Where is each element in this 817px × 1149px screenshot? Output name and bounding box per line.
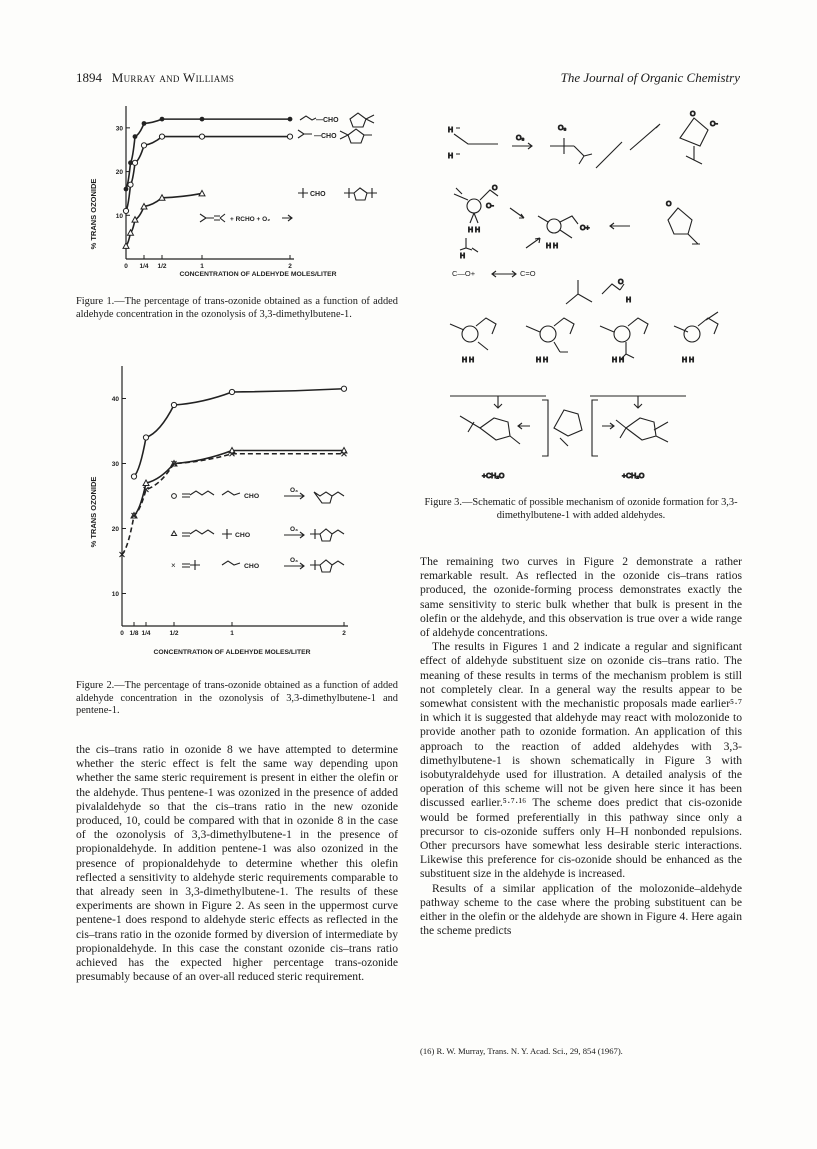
x-tick-label: 1/2	[157, 263, 167, 270]
svg-text:×: ×	[171, 561, 176, 570]
figure-3-caption-label: Figure 3.	[424, 497, 462, 508]
data-point	[199, 134, 204, 139]
ozonide-ring-icon	[340, 129, 372, 143]
legend-2-o3-2: O₃	[290, 526, 299, 533]
data-point	[131, 474, 136, 479]
figure-3-caption	[420, 497, 742, 522]
authors: Murray and Williams	[111, 70, 235, 85]
scheme-row-1	[448, 111, 718, 168]
figure-2-caption-label: Figure 2.	[76, 680, 115, 691]
ozonide-ring-icon	[314, 492, 344, 503]
scheme-row-3	[450, 279, 718, 364]
data-point	[133, 134, 138, 139]
legend-label-2: —CHO	[314, 133, 337, 140]
x-tick-label: 0	[124, 263, 128, 270]
x-tick-label: 1/4	[141, 630, 151, 637]
data-point	[341, 386, 346, 391]
journal-title: The Journal of Organic Chemistry	[560, 70, 740, 85]
series-line-1	[134, 389, 344, 477]
svg-text:O+: O+	[580, 225, 590, 232]
svg-text:O: O	[690, 111, 696, 118]
legend-2-label-3: CHO	[244, 563, 260, 570]
x-tick-label: 2	[288, 263, 292, 270]
legend-label-1: —CHO	[316, 117, 339, 124]
figure-1-xlabel: CONCENTRATION OF ALDEHYDE MOLES/LITER	[179, 271, 337, 278]
data-point	[229, 389, 234, 394]
figure-1-chart	[82, 96, 402, 291]
svg-text:H H: H H	[462, 357, 475, 364]
y-tick-label: 30	[111, 461, 119, 468]
series-line-3	[122, 454, 344, 555]
svg-text:C=O: C=O	[520, 269, 536, 278]
svg-text:O: O	[492, 185, 498, 192]
data-point	[124, 187, 129, 192]
svg-text:O-: O-	[486, 203, 494, 210]
svg-text:H H: H H	[682, 357, 695, 364]
figure-3-scheme	[430, 98, 740, 488]
left-column-body	[76, 743, 398, 984]
svg-text:H H: H H	[612, 357, 625, 364]
series-line-2	[134, 451, 344, 516]
x-tick-label: 0	[120, 630, 124, 637]
data-point	[287, 134, 292, 139]
svg-text:C—O+: C—O+	[452, 269, 476, 278]
y-tick-label: 30	[115, 125, 123, 133]
figure-2-xlabel: CONCENTRATION OF ALDEHYDE MOLES/LITER	[153, 649, 311, 656]
right-column-body	[420, 555, 742, 938]
series-line-1	[126, 119, 290, 189]
svg-text:H: H	[448, 153, 454, 160]
page-number: 1894	[76, 70, 102, 85]
svg-text:H H: H H	[468, 227, 481, 234]
scheme-label-2: +CH₂O	[622, 473, 645, 480]
figure-1-scheme-label: + RCHO + O₂	[230, 216, 271, 223]
legend-2-o3-3: O₃	[290, 557, 299, 564]
ozonide-ring-icon	[310, 529, 344, 541]
data-point	[132, 160, 137, 165]
svg-text:H H: H H	[546, 243, 559, 250]
y-tick-label: 10	[111, 591, 119, 598]
figure-2-caption-text: —The percentage of trans-ozonide obtained as a function of added aldehyde concentration in the ozonolysis of 3,3-dimethylbutene-1 and pentene-1.	[76, 680, 398, 717]
x-tick-label: 1/2	[169, 630, 179, 637]
svg-text:O: O	[666, 201, 672, 208]
figure-1-legend	[200, 113, 377, 223]
figure-2-legend	[171, 487, 344, 572]
svg-text:H: H	[460, 253, 466, 260]
data-point	[288, 117, 293, 122]
header-left	[76, 70, 234, 86]
x-tick-label: 1	[200, 263, 204, 270]
scheme-row-2	[454, 185, 700, 260]
legend-2-label-1: CHO	[244, 493, 260, 500]
figure-2-ylabel: % TRANS OZONIDE	[89, 476, 98, 548]
legend-isobutyraldehyde	[298, 129, 372, 143]
data-point	[142, 121, 147, 126]
data-point	[128, 182, 133, 187]
figure-1-caption-label: Figure 1.	[76, 296, 115, 307]
legend-row-cross	[171, 557, 344, 572]
x-tick-label: 1/4	[139, 263, 149, 270]
legend-propionaldehyde	[300, 113, 374, 127]
x-tick-label: 1	[230, 630, 234, 637]
svg-text:O₃: O₃	[558, 125, 567, 132]
series-line-2	[126, 137, 290, 211]
svg-text:H H: H H	[536, 357, 549, 364]
svg-text:O-: O-	[710, 121, 718, 128]
scheme-resonance	[452, 269, 536, 278]
data-point	[123, 208, 128, 213]
figure-1-caption-text: —The percentage of trans-ozonide obtained as a function of added aldehyde concentration in the ozonolysis of 3,3-dimethylbutene-1.	[76, 296, 398, 320]
figure-1-ylabel: % TRANS OZONIDE	[89, 178, 98, 250]
y-tick-label: 10	[115, 212, 123, 220]
figure-2-chart	[82, 362, 402, 662]
y-tick-label: 40	[111, 396, 119, 403]
legend-label-3: CHO	[310, 191, 326, 198]
right-paragraph-2: The results in Figures 1 and 2 indicate a regular and significant effect of aldehyde substituent size on ozonide cis–trans ratio. The meaning of these results in terms of the mechanism problem is still not completely clear. In a general way the results appear to be somewhat consistent with the mechanistic proposals made earlier⁵·⁷ in which it is suggested that aldehyde may react with molozonide to provide another path to ozonide formation. An application of this approach to the reaction of added aldehydes with 3,3-dimethylbutene-1 is shown schematically in Figure 3 with isobutyraldehyde used for illustration. A detailed analysis of the operation of this scheme will not be given here since it has been discussed earlier.⁵·⁷·¹⁶ The scheme does predict that cis-ozonide would be formed preferentially in this pathway since only a precursor to cis-ozonide suffers only H–H nonbonded repulsions. Other precursors have somewhat less desirable steric interactions. Likewise this preference for cis-ozonide should be enhanced as the substituent size in the aldehyde is increased.	[420, 640, 742, 881]
figure-3-caption-text: —Schematic of possible mechanism of ozonide formation for 3,3-dimethylbutene-1 with added aldehydes.	[461, 497, 738, 521]
svg-text:O₃: O₃	[516, 135, 525, 142]
data-point	[200, 117, 205, 122]
x-tick-label: 1/8	[129, 630, 139, 637]
ozonide-ring-icon	[350, 113, 374, 127]
legend-2-label-2: CHO	[235, 532, 251, 539]
legend-row-triangle	[171, 526, 344, 541]
data-point	[171, 402, 176, 407]
running-header	[76, 70, 740, 86]
data-point	[141, 143, 146, 148]
right-paragraph-1: The remaining two curves in Figure 2 demonstrate a rather remarkable result. As reflected in the ozonide cis–trans ratios produced, the ozonide-forming process demonstrates exactly the same sensitivity to steric bulk whether that bulk is present in the olefin or the aldehyde, and this observation is true over a wide range of aldehyde concentrations.	[420, 555, 742, 640]
data-point	[160, 117, 165, 122]
x-tick-label: 2	[342, 630, 346, 637]
right-paragraph-3: Results of a similar application of the molozonide–aldehyde pathway scheme to the case where the probing substituent can be either in the olefin or the aldehyde are shown in Figure 4. Here again the scheme predicts	[420, 881, 742, 938]
series-line-3	[126, 193, 202, 245]
ozonide-ring-icon	[310, 560, 344, 572]
svg-text:H: H	[448, 127, 454, 134]
footnote: (16) R. W. Murray, Trans. N. Y. Acad. Sci., 29, 854 (1967).	[420, 1046, 623, 1056]
legend-pivalaldehyde	[298, 188, 377, 200]
figure-2-caption	[76, 680, 398, 718]
figure-1-scheme	[200, 214, 292, 223]
data-point	[143, 435, 148, 440]
svg-text:H: H	[626, 297, 632, 304]
y-tick-label: 20	[115, 169, 123, 177]
legend-2-o3-1: O₃	[290, 487, 299, 494]
ozonide-ring-icon	[344, 188, 377, 200]
scheme-label-1: +CH₂O	[482, 473, 505, 480]
y-tick-label: 20	[111, 526, 119, 533]
svg-text:O: O	[618, 279, 624, 286]
legend-row-circle	[172, 487, 344, 503]
left-paragraph-1: the cis–trans ratio in ozonide 8 we have attempted to determine whether the steric effect is felt the same way depending upon whether the same steric requirement is present in either the olefin or the aldehyde. Thus pentene-1 was ozonized in the presence of added pivalaldehyde so that the cis–trans ratio in the new ozonide produced, 10, could be compared with that in ozonide 8 in the case of the ozonolysis of 3,3-dimethylbutene-1 in the presence of propionaldehyde. In addition pentene-1 was also ozonized in the presence of propionaldehyde to determine whether this olefin reflected a sensitivity to aldehyde steric requirements comparable to that already seen in 3,3-dimethylbutene-1. The results of these experiments are shown in Figure 2. As seen in the uppermost curve pentene-1 does respond to aldehyde steric effects as reflected in the cis–trans ratio in the ozonide formed by diversion of intermediate by propionaldehyde. In this case the constant ozonide cis–trans ratio achieved has the expected higher percentage trans-ozonide presumably because of an over-all reduced steric requirement.	[76, 743, 398, 984]
scheme-row-4	[450, 396, 686, 480]
figure-1-caption	[76, 296, 398, 321]
data-point	[159, 134, 164, 139]
